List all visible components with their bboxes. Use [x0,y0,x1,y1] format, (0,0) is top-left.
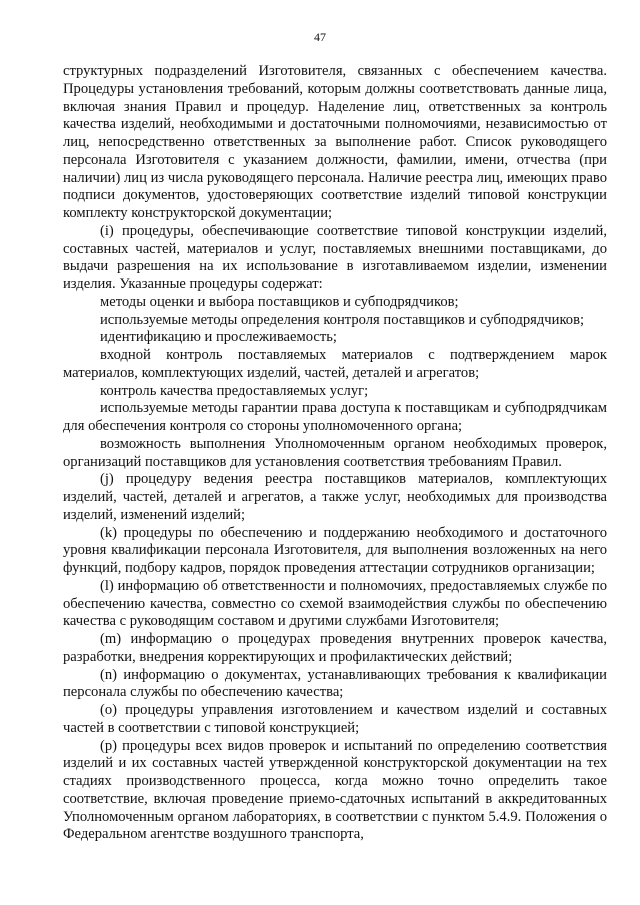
paragraph-item-o: (o) процедуры управления изготовлением и качеством изделий и составных частей в соответствии с типовой конструкцией; [63,702,607,736]
body-text [63,63,607,844]
paragraph-supplier-evaluation: методы оценки и выбора поставщиков и субподрядчиков; [100,293,459,310]
paragraph-identification: идентификацию и прослеживаемость; [100,329,337,346]
paragraph-inspections: возможность выполнения Уполномоченным органом необходимых проверок, организаций поставщиков для установления соответствия требованиям Правил. [63,435,607,470]
paragraph-continuation: структурных подразделений Изготовителя, связанных с обеспечением качества. Процедуры установления требований, которым должны соответствовать данные лица, включая знания Правил и процедур. Наделение лиц, ответственных за контроль качества изделий, необходимыми и достаточными полномочиями, независимостью от лиц, непосредственно ответственных за выполнение работ. Список руководящего персонала Изготовителя с указанием должности, фамилии, имени, отчества (при наличии) лиц из числа руководящего персонала. Наличие реестра лиц, имеющих право подписи документов, удостоверяющих соответствие изделий типовой конструкции комплекту конструкторской документации; [63,63,607,221]
paragraph-service-quality: контроль качества предоставляемых услуг; [100,382,369,399]
page-number: 47 [314,30,326,44]
paragraph-item-m: (m) информацию о процедурах проведения внутренних проверок качества, разработки, внедрения корректирующих и профилактических действий; [63,631,607,665]
paragraph-item-l: (l) информацию об ответственности и полномочиях, предоставляемых службе по обеспечению качества, совместно со схемой взаимодействия службы по обеспечению качества с руководящим составом и другими службами Изготовителя; [63,577,607,630]
paragraph-incoming-control: входной контроль поставляемых материалов с подтверждением марок материалов, комплектующих изделий, частей, деталей и агрегатов; [63,347,607,381]
paragraph-supplier-control-methods: используемые методы определения контроля поставщиков и субподрядчиков; [100,311,585,328]
paragraph-item-p: (p) процедуры всех видов проверок и испытаний по определению соответствия изделий и их составных частей утвержденной конструкторской документации на тех стадиях производственного процесса, когда можно точно определить такое соответствие, включая проведение приемо-сдаточных испытаний в аккредитованных Уполномоченным органом лабораториях, в соответствии с пунктом 5.4.9. Положения о Федеральном агентстве воздушного транспорта, [63,737,607,843]
paragraph-item-i: (i) процедуры, обеспечивающие соответствие типовой конструкции изделий, составных частей, материалов и услуг, поставляемых внешними поставщиками, до выдачи разрешения на их использование в изготавливаемом изделии, изменении изделия. Указанные процедуры содержат: [63,222,607,292]
paragraph-item-k: (k) процедуры по обеспечению и поддержанию необходимого и достаточного уровня квалификации персонала Изготовителя, для выполнения возложенных на него функций, подбору кадров, порядок проведения аттестации сотрудников организации; [63,524,607,576]
paragraph-access-guarantee: используемые методы гарантии права доступа к поставщикам и субподрядчикам для обеспечения контроля со стороны уполномоченного органа; [63,400,607,434]
paragraph-item-j: (j) процедуру ведения реестра поставщиков материалов, комплектующих изделий, частей, деталей и агрегатов, а также услуг, необходимых для производства изделий, изменений изделий; [63,471,607,523]
paragraph-item-n: (n) информацию о документах, устанавливающих требования к квалификации персонала службы по обеспечению качества; [63,666,607,701]
